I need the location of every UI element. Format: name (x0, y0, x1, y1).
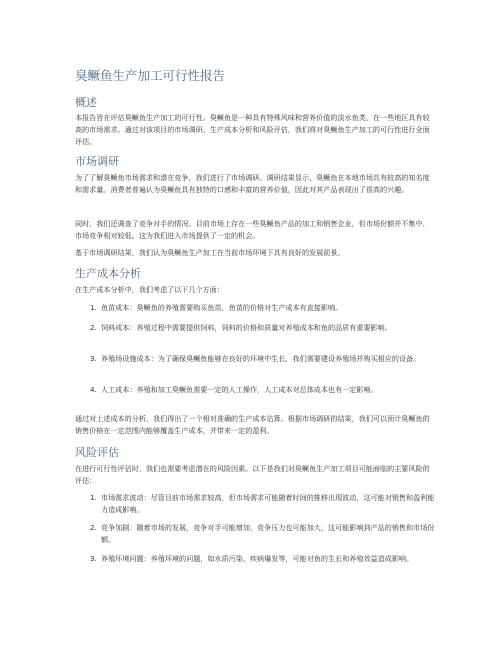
list-number: 3. (90, 554, 97, 563)
cost-conclusion: 通过对上述成本的分析，我们得出了一个相对准确的生产成本估算。根据市场调研的结果，我们可以预计臭鳜鱼的销售价格在一定范围内能够覆盖生产成本，并带来一定的盈利。 (75, 414, 430, 435)
section-heading-cost-analysis: 生产成本分析 (75, 267, 141, 280)
document-title: 臭鳜鱼生产加工可行性报告 (75, 68, 226, 83)
section-heading-market-research: 市场调研 (75, 155, 119, 168)
list-text: 养殖场设施成本：为了确保臭鳜鱼能够在良好的环境中生长，我们需要建设养殖场并购买相应的设备。 (101, 354, 421, 363)
list-text: 人工成本：养殖和加工臭鳜鱼需要一定的人工操作，人工成本对总体成本也有一定影响。 (101, 385, 378, 394)
list-text: 竞争加剧：随着市场的发展，竞争对手可能增加，竞争压力也可能加大，这可能影响到产品的销售和市场份额。 (101, 523, 435, 544)
list-number: 4. (90, 385, 97, 394)
list-text: 饲料成本：养殖过程中需要提供饲料，饲料的价格和质量对养殖成本和鱼的品质有重要影响。 (101, 323, 392, 332)
list-text: 市场需求波动：尽管目前市场需求较高，但市场需求可能随着时间的推移出现波动，这可能对销售和盈利能力造成影响。 (101, 493, 435, 514)
market-paragraph-1: 为了了解臭鳜鱼市场需求和潜在竞争，我们进行了市场调研。调研结果显示，臭鳜鱼在本地市场具有较高的知名度和需求量。消费者普遍认为臭鳜鱼具有独特的口感和丰富的营养价值，因此对其产品表现出了很高的兴趣。 (75, 173, 430, 194)
market-paragraph-2: 同时，我们还调查了竞争对手的情况。目前市场上存在一些臭鳜鱼产品的加工和销售企业，但市场份额并不集中，市场竞争相对较低。这为我们进入市场提供了一定的机会。 (75, 219, 430, 240)
list-number: 1. (90, 303, 97, 312)
list-number: 3. (90, 354, 97, 363)
list-number: 1. (90, 493, 97, 502)
section-heading-risk-assessment: 风险评估 (75, 446, 119, 459)
market-paragraph-3: 基于市场调研结果，我们认为臭鳜鱼生产加工在当前市场环境下具有良好的发展前景。 (75, 248, 345, 257)
list-number: 2. (90, 323, 97, 332)
overview-paragraph: 本报告旨在评估臭鳜鱼生产加工的可行性。臭鳜鱼是一种具有特殊风味和营养价值的淡水鱼类，在一些地区具有较高的市场需求。通过对该项目的市场调研、生产成本分析和风险评估，我们将对臭鳜鱼生产加工的可行性进行全面评估。 (75, 113, 430, 146)
list-text: 鱼苗成本：臭鳜鱼的养殖需要购买鱼苗，鱼苗的价格对生产成本有直接影响。 (101, 303, 343, 312)
section-heading-overview: 概述 (75, 96, 97, 109)
cost-intro: 在生产成本分析中，我们考虑了以下几个方面： (75, 285, 224, 294)
list-number: 2. (90, 523, 97, 532)
list-text: 养殖环境问题：养殖环境的问题，如水质污染、疾病爆发等，可能对鱼的生长和养殖效益造成影响。 (101, 554, 414, 563)
risk-intro: 在进行可行性评估时，我们也需要考虑潜在的风险因素。以下是我们对臭鳜鱼生产加工项目可能面临的主要风险的评估： (75, 464, 430, 485)
